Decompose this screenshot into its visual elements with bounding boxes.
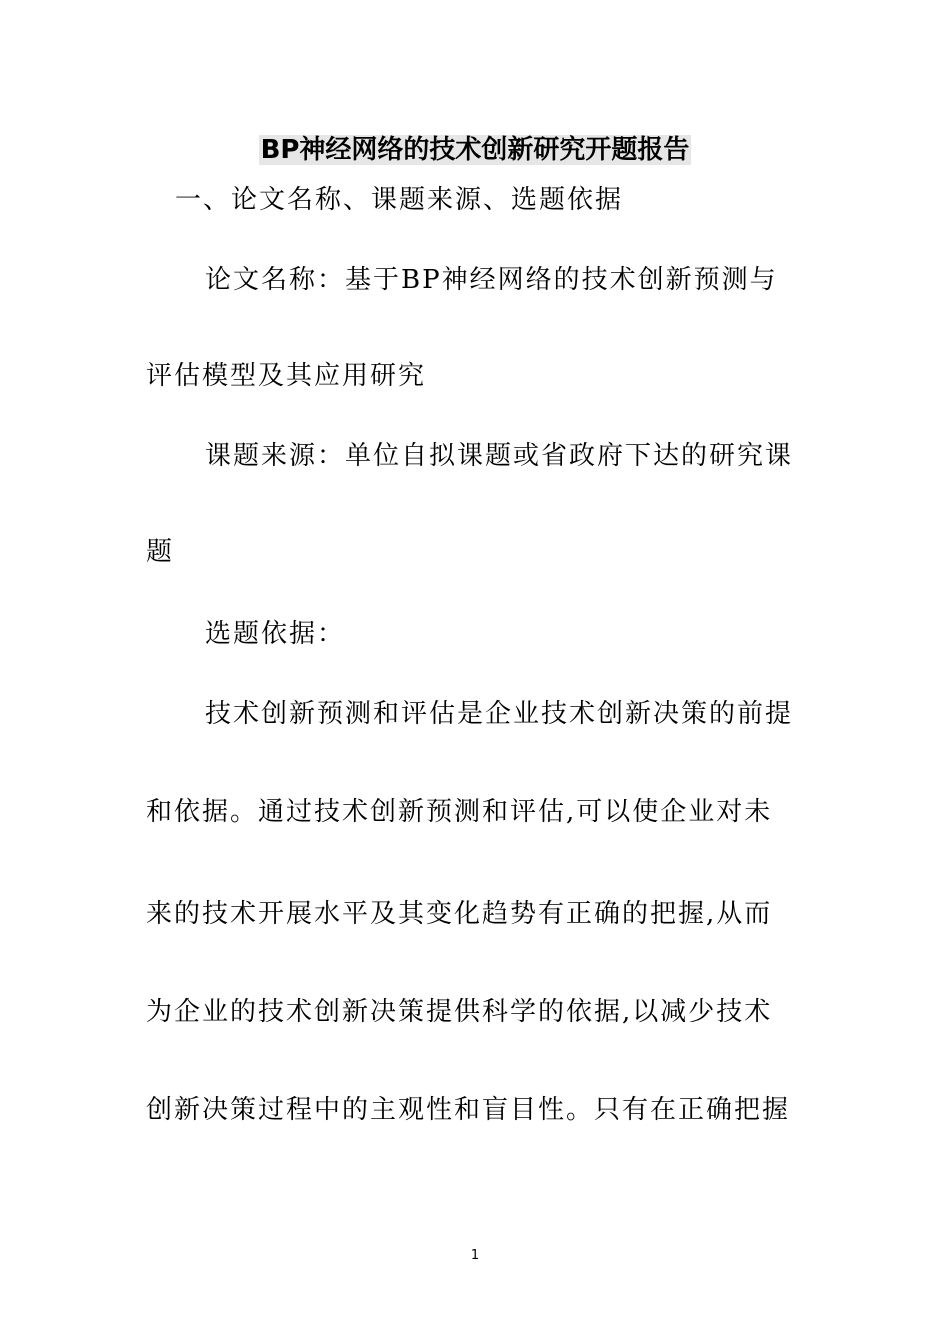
basis-body-line-1: 技术创新预测和评估是企业技术创新决策的前提 [205,699,794,729]
basis-body-line-5: 创新决策过程中的主观性和盲目性。只有在正确把握 [146,1095,791,1125]
basis-body-line-4: 为企业的技术创新决策提供科学的依据,以减少技术 [146,997,773,1027]
section-heading: 一、论文名称、课题来源、选题依据 [175,185,624,215]
basis-body-line-2: 和依据。通过技术创新预测和评估,可以使企业对未 [146,797,773,827]
thesis-name-line-2: 评估模型及其应用研究 [146,361,427,391]
document-title-text: BP神经网络的技术创新研究开题报告 [260,135,690,165]
topic-source-line-2: 题 [146,537,175,567]
topic-source-line-1: 课题来源：单位自拟课题或省政府下达的研究课 [205,441,794,471]
thesis-name-line-1: 论文名称：基于BP神经网络的技术创新预测与 [205,265,778,295]
document-title [0,132,950,168]
basis-body-line-3: 来的技术开展水平及其变化趋势有正确的把握,从而 [146,899,773,929]
basis-label: 选题依据： [205,619,346,649]
page-number: 1 [470,1248,480,1263]
